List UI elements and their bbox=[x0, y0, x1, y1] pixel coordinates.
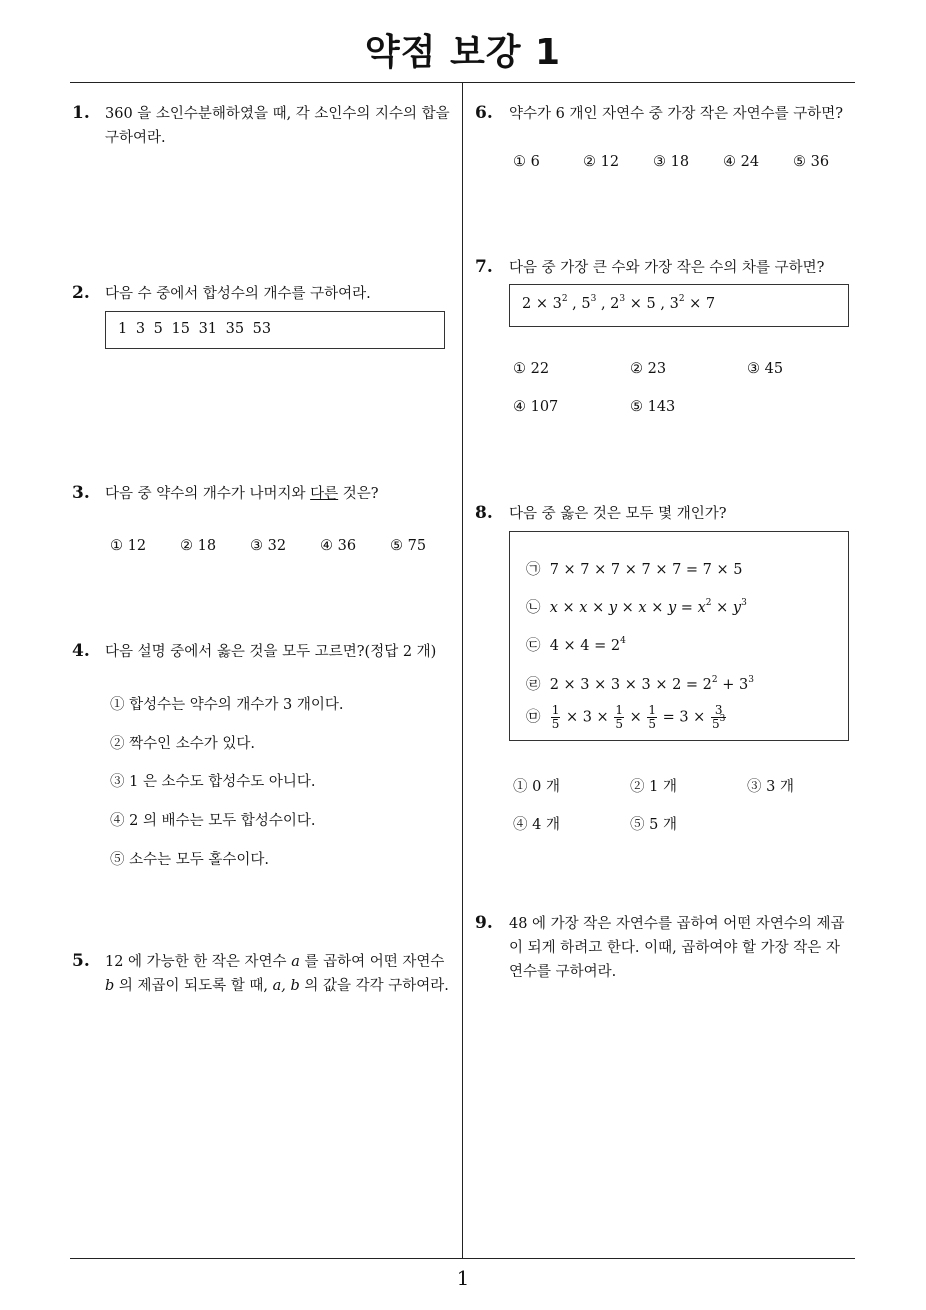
question-number: 3. bbox=[72, 483, 90, 503]
question-text-part: 다음 중 약수의 개수가 나머지와 bbox=[105, 486, 311, 502]
underlined-word: 다른 bbox=[310, 486, 339, 502]
question-text bbox=[105, 950, 460, 998]
option-2[interactable]: ② 짝수인 소수가 있다. bbox=[110, 736, 255, 752]
question-text-line: 이 되게 하려고 한다. 이때, 곱하여야 할 가장 작은 자 bbox=[509, 940, 840, 956]
question-text: 약수가 6 개인 자연수 중 가장 작은 자연수를 구하면? bbox=[509, 106, 844, 122]
option-4[interactable]: ④ 36 bbox=[320, 538, 357, 554]
number-list-box bbox=[105, 311, 445, 349]
question-text-part: 것은? bbox=[338, 486, 379, 502]
question-number: 2. bbox=[72, 283, 90, 303]
option-3[interactable]: ③ 1 은 소수도 합성수도 아니다. bbox=[110, 774, 316, 790]
question-text: 다음 설명 중에서 옳은 것을 모두 고르면?(정답 2 개) bbox=[105, 644, 437, 660]
option-5[interactable]: ⑤ 143 bbox=[630, 399, 676, 415]
number-list: 1 3 5 15 31 35 53 bbox=[118, 321, 272, 337]
question-text: 다음 중 옳은 것은 모두 몇 개인가? bbox=[509, 506, 727, 522]
page-number: 1 bbox=[456, 1266, 470, 1290]
question-number: 5. bbox=[72, 951, 90, 971]
option-2[interactable]: ② 12 bbox=[583, 154, 620, 170]
question-text: 다음 수 중에서 합성수의 개수를 구하여라. bbox=[105, 286, 371, 302]
option-1[interactable]: ① 합성수는 약수의 개수가 3 개이다. bbox=[110, 697, 344, 713]
option-3[interactable]: ③ 3 개 bbox=[747, 779, 794, 795]
option-5[interactable]: ⑤ 75 bbox=[390, 538, 427, 554]
question-text bbox=[509, 912, 864, 984]
question-text bbox=[105, 482, 379, 506]
expression-box bbox=[509, 284, 849, 327]
text-part: 의 값을 각각 구하여라. bbox=[299, 978, 449, 994]
option-3[interactable]: ③ 32 bbox=[250, 538, 287, 554]
question-text bbox=[105, 102, 460, 150]
option-4[interactable]: ④ 2 의 배수는 모두 합성수이다. bbox=[110, 813, 316, 829]
question-number: 8. bbox=[475, 503, 493, 523]
expression-list: $2 \times 3^2$ , $5^3$ , $2^3 \times 5$ , $3^2 \times 7$ bbox=[522, 294, 716, 312]
question-number: 6. bbox=[475, 103, 493, 123]
variable-pair: a, b bbox=[272, 978, 300, 994]
question-number: 7. bbox=[475, 257, 493, 277]
option-1[interactable]: ① 22 bbox=[513, 361, 550, 377]
statement-a: ㉠ 7 × 7 × 7 × 7 × 7 = 7 × 5 bbox=[526, 562, 743, 578]
page-title: 약점 보강 1 bbox=[364, 32, 562, 73]
statement-b: ㉡ $x \times x \times y \times x \times y = x^2 \times y^3$ bbox=[526, 598, 747, 616]
option-5[interactable]: ⑤ 36 bbox=[793, 154, 830, 170]
question-number: 4. bbox=[72, 641, 90, 661]
statement-box bbox=[509, 531, 849, 741]
question-text-line: 48 에 가장 작은 자연수를 곱하여 어떤 자연수의 제곱 bbox=[509, 916, 845, 932]
option-3[interactable]: ③ 45 bbox=[747, 361, 784, 377]
question-text-line: 구하여라. bbox=[105, 130, 166, 146]
option-4[interactable]: ④ 107 bbox=[513, 399, 559, 415]
question-text-line: 360 을 소인수분해하였을 때, 각 소인수의 지수의 합을 bbox=[105, 106, 450, 122]
option-5[interactable]: ⑤ 5 개 bbox=[630, 817, 677, 833]
option-2[interactable]: ② 18 bbox=[180, 538, 217, 554]
text-part: 의 제곱이 되도록 할 때, bbox=[114, 978, 273, 994]
text-part: 를 곱하여 어떤 자연수 bbox=[299, 954, 445, 970]
option-2[interactable]: ② 1 개 bbox=[630, 779, 677, 795]
variable-a: a bbox=[291, 954, 300, 970]
question-text-line: 연수를 구하여라. bbox=[509, 964, 617, 980]
option-1[interactable]: ① 12 bbox=[110, 538, 147, 554]
option-1[interactable]: ① 0 개 bbox=[513, 779, 560, 795]
option-2[interactable]: ② 23 bbox=[630, 361, 667, 377]
text-part: 12 에 가능한 한 작은 자연수 bbox=[105, 954, 292, 970]
question-text-line bbox=[105, 950, 460, 974]
question-text-line bbox=[105, 974, 460, 998]
option-5[interactable]: ⑤ 소수는 모두 홀수이다. bbox=[110, 852, 269, 868]
question-number: 1. bbox=[72, 103, 90, 123]
question-number: 9. bbox=[475, 913, 493, 933]
option-4[interactable]: ④ 4 개 bbox=[513, 817, 560, 833]
bottom-rule bbox=[70, 1258, 855, 1259]
question-text: 다음 중 가장 큰 수와 가장 작은 수의 차를 구하면? bbox=[509, 260, 825, 276]
option-1[interactable]: ① 6 bbox=[513, 154, 540, 170]
statement-d: ㉣ $2 \times 3 \times 3 \times 3 \times 2 = 2^2 + 3^3$ bbox=[526, 675, 754, 693]
column-divider bbox=[462, 83, 463, 1258]
statement-c: ㉢ $4 \times 4 = 2^4$ bbox=[526, 636, 626, 654]
option-3[interactable]: ③ 18 bbox=[653, 154, 690, 170]
statement-e: ㉤ $\frac{1}{5}$ × 3 × $\frac{1}{5}$ × $\frac{1}{5}$ = 3 × $\frac{3}{5^3}$ bbox=[526, 703, 726, 731]
option-4[interactable]: ④ 24 bbox=[723, 154, 760, 170]
variable-b: b bbox=[105, 978, 115, 994]
